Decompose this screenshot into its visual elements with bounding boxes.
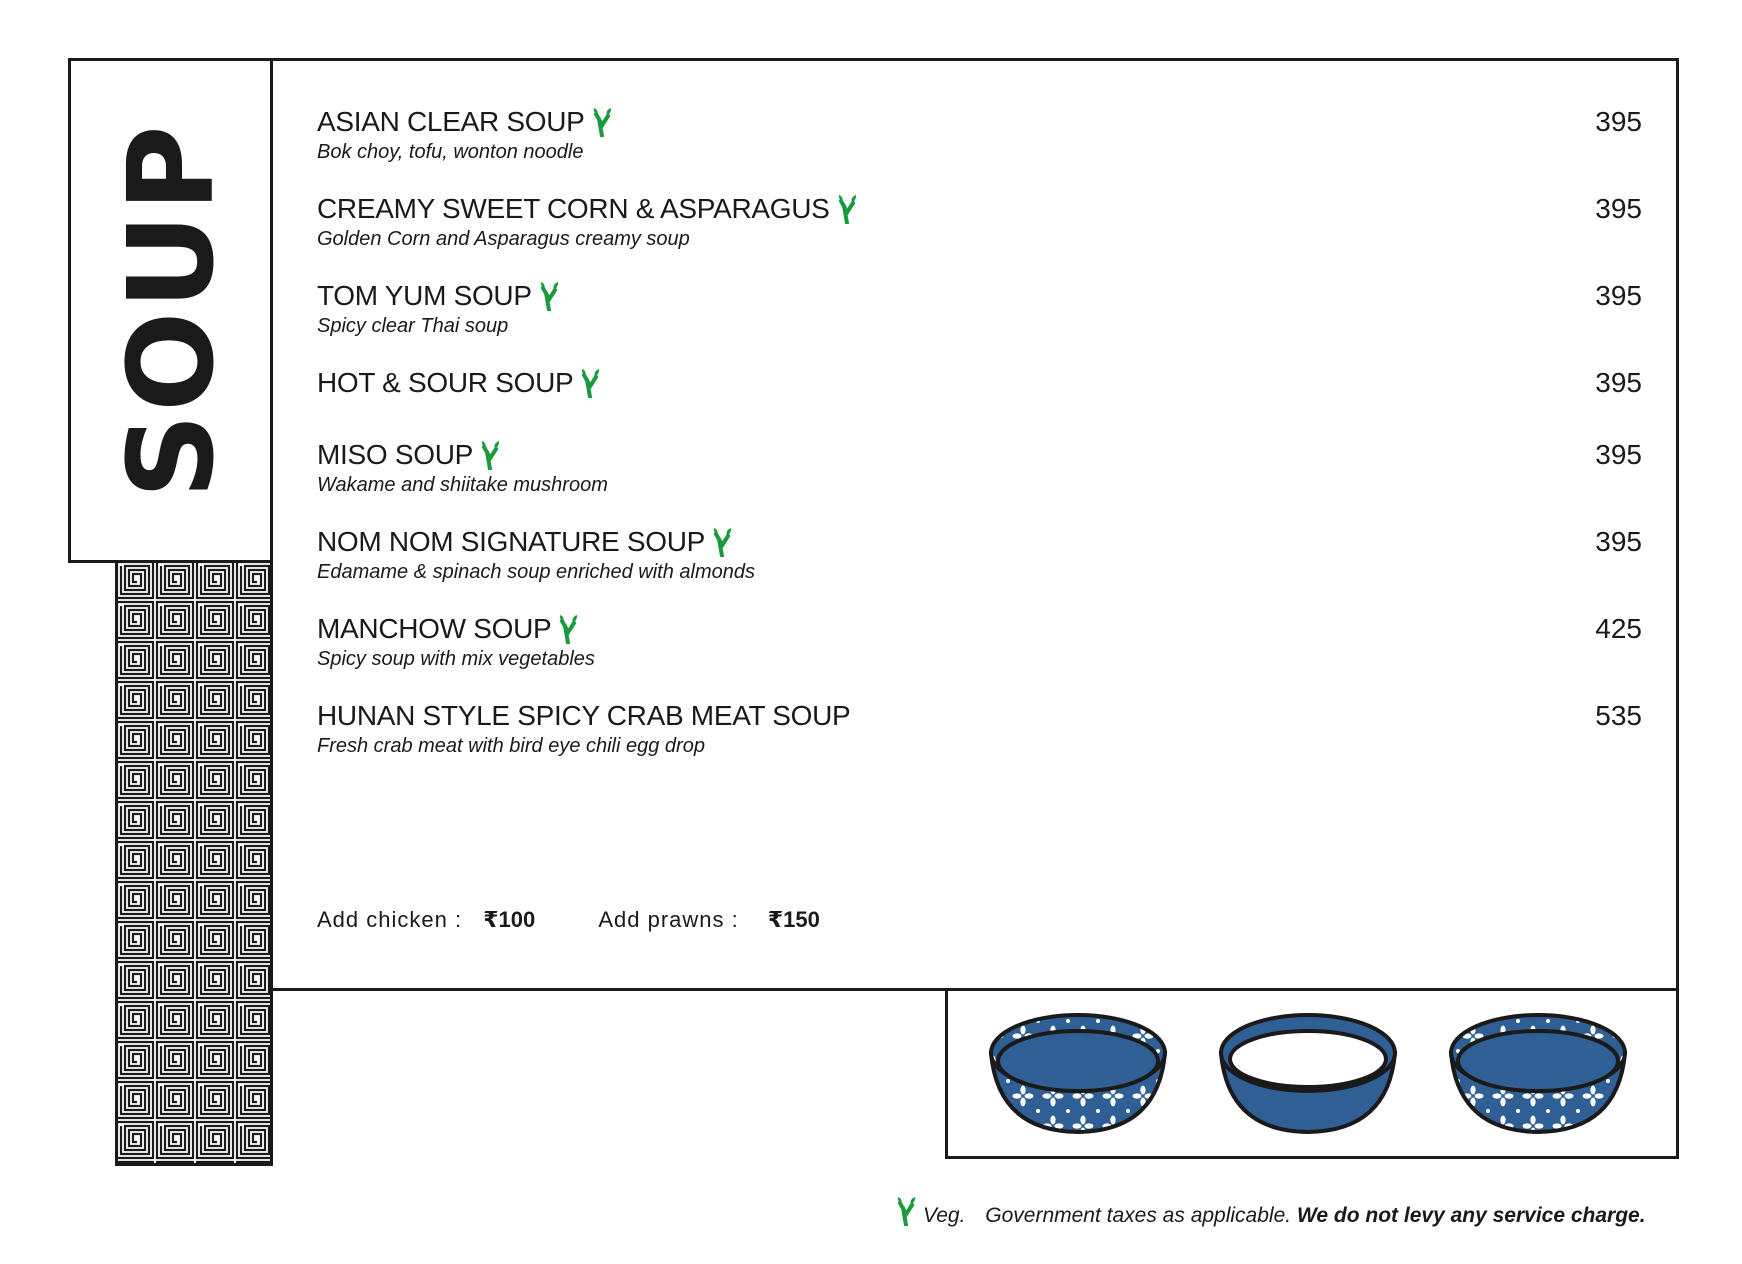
item-description: Golden Corn and Asparagus creamy soup xyxy=(317,228,690,250)
menu-item xyxy=(317,363,1642,433)
menu-item xyxy=(317,276,1642,346)
item-description: Spicy soup with mix vegetables xyxy=(317,648,595,670)
item-name: CREAMY SWEET CORN & ASPARAGUS xyxy=(317,193,830,224)
item-name: MISO SOUP xyxy=(317,439,473,470)
add-prawns-price: ₹150 xyxy=(767,907,820,932)
item-price: 395 xyxy=(1595,280,1642,311)
item-description: Edamame & spinach soup enriched with almonds xyxy=(317,561,756,583)
item-price: 395 xyxy=(1595,106,1642,137)
add-prawns-label: Add prawns : xyxy=(598,907,739,932)
item-name: MANCHOW SOUP xyxy=(317,613,552,644)
item-description: Spicy clear Thai soup xyxy=(317,315,509,337)
bowl-illustration xyxy=(948,991,1682,1159)
decorative-pattern xyxy=(115,560,273,1166)
veg-leaf-icon xyxy=(593,107,613,148)
bowl-illustration-box xyxy=(945,991,1679,1159)
item-price: 395 xyxy=(1595,193,1642,224)
item-description: Bok choy, tofu, wonton noodle xyxy=(317,141,584,163)
menu-item xyxy=(317,189,1642,259)
item-name: HUNAN STYLE SPICY CRAB MEAT SOUP xyxy=(317,700,851,731)
menu-item xyxy=(317,609,1642,679)
item-name: NOM NOM SIGNATURE SOUP xyxy=(317,526,706,557)
item-price: 395 xyxy=(1595,367,1642,398)
item-price: 535 xyxy=(1595,700,1642,731)
add-chicken-label: Add chicken : xyxy=(317,907,463,932)
bowl-icon xyxy=(1221,1015,1395,1132)
item-description: Wakame and shiitake mushroom xyxy=(317,474,608,496)
item-price: 395 xyxy=(1595,439,1642,470)
item-name: HOT & SOUR SOUP xyxy=(317,367,574,398)
section-title-box xyxy=(68,58,273,563)
veg-leaf-icon xyxy=(581,368,601,409)
add-ons xyxy=(317,907,820,933)
service-charge-note: We do not levy any service charge. xyxy=(1296,1204,1646,1227)
item-price: 395 xyxy=(1595,526,1642,557)
taxes-note: Government taxes as applicable. xyxy=(985,1204,1292,1227)
add-chicken-price: ₹100 xyxy=(483,907,536,932)
section-title: SOUP xyxy=(101,122,240,499)
menu-item xyxy=(317,102,1642,172)
item-name: ASIAN CLEAR SOUP xyxy=(317,106,585,137)
item-name: TOM YUM SOUP xyxy=(317,280,532,311)
veg-leaf-icon xyxy=(897,1196,917,1232)
bowl-icon xyxy=(991,1015,1165,1132)
veg-leaf-icon xyxy=(540,281,560,322)
bowl-icon xyxy=(1451,1015,1625,1132)
item-price: 425 xyxy=(1595,613,1642,644)
veg-leaf-icon xyxy=(838,194,858,235)
item-description: Fresh crab meat with bird eye chili egg drop xyxy=(317,735,705,757)
menu-item xyxy=(317,435,1642,505)
menu-item xyxy=(317,696,1642,766)
veg-legend: Veg. xyxy=(923,1204,966,1227)
footer-note xyxy=(897,1196,1646,1232)
menu-item xyxy=(317,522,1642,592)
